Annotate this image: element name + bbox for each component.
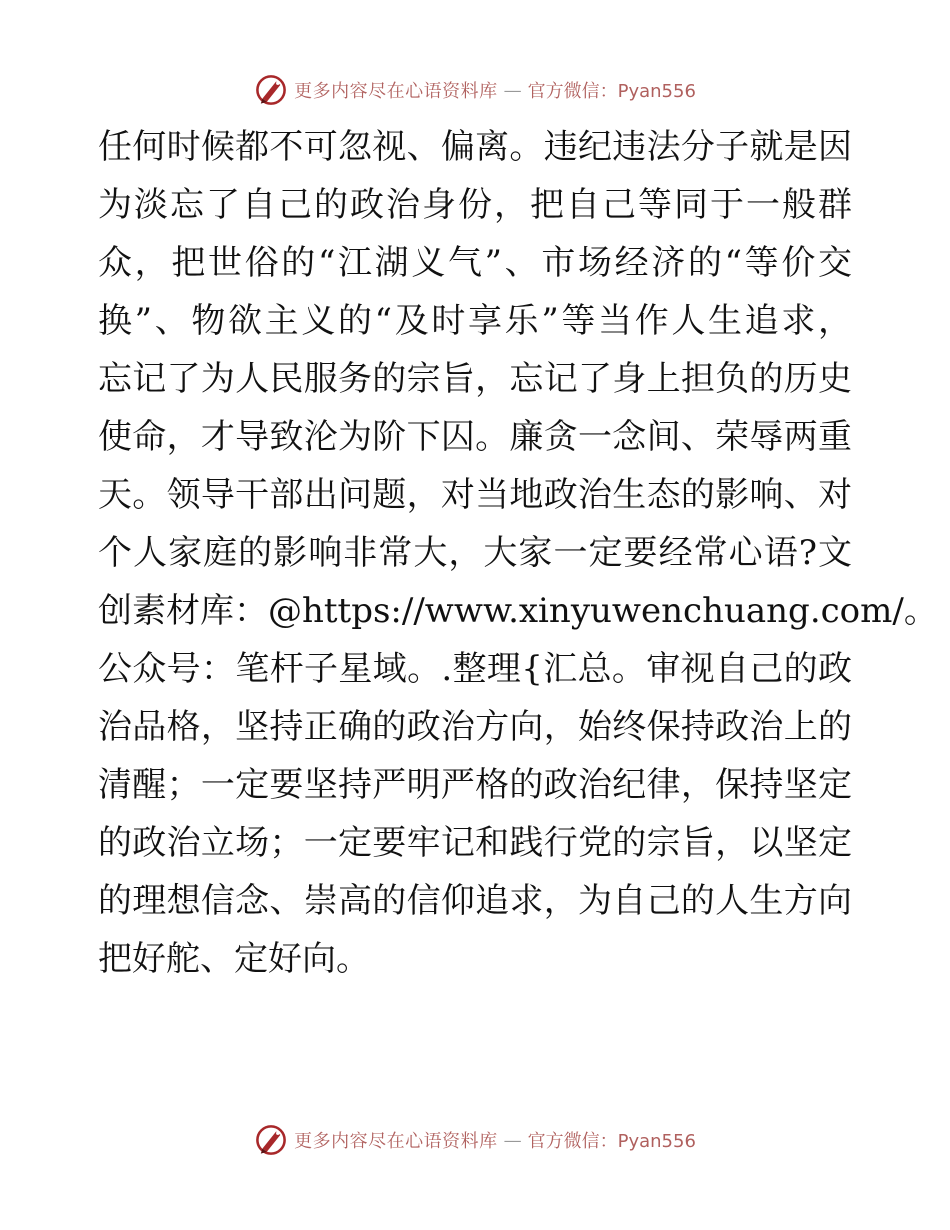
body-line: 的理想信念、崇高的信仰追求，为自己的人生方向 (98, 881, 852, 921)
header-banner-text: 更多内容尽在心语资料库 (294, 81, 498, 102)
body-line: 换”、物欲主义的“及时享乐”等当作人生追求， (98, 301, 852, 341)
body-line: 为淡忘了自己的政治身份，把自己等同于一般群 (98, 185, 852, 225)
footer-banner (0, 1122, 950, 1158)
body-line: 个人家庭的影响非常大，大家一定要经常心语?文 (98, 533, 852, 573)
body-line: 清醒；一定要坚持严明严格的政治纪律，保持坚定 (98, 765, 852, 805)
footer-banner-separator: — (503, 1129, 522, 1151)
body-line: 任何时候都不可忽视、偏离。违纪违法分子就是因 (98, 127, 852, 167)
pen-logo-icon (254, 1123, 288, 1157)
body-line: 公众号：笔杆子星域。.整理{汇总。审视自己的政 (98, 649, 852, 689)
pen-logo-icon (254, 73, 288, 107)
body-line: 天。领导干部出问题，对当地政治生态的影响、对 (98, 475, 852, 515)
body-line: 把好舵、定好向。 (98, 939, 370, 979)
body-line: 众，把世俗的“江湖义气”、市场经济的“等价交 (98, 243, 852, 283)
body-line: 忘记了为人民服务的宗旨，忘记了身上担负的历史 (98, 359, 852, 399)
body-line: 治品格，坚持正确的政治方向，始终保持政治上的 (98, 707, 852, 747)
document-body (98, 118, 938, 988)
body-line: 创素材库：@https://www.xinyuwenchuang.com/。 (98, 591, 938, 631)
header-banner (0, 72, 950, 108)
body-line: 的政治立场；一定要牢记和践行党的宗旨，以坚定 (98, 823, 852, 863)
header-banner-separator: — (503, 79, 522, 101)
header-wechat-text: 官方微信：Pyan556 (527, 81, 696, 102)
footer-wechat-text: 官方微信：Pyan556 (527, 1131, 696, 1152)
body-line: 使命，才导致沦为阶下囚。廉贪一念间、荣辱两重 (98, 417, 852, 457)
footer-banner-text: 更多内容尽在心语资料库 (294, 1131, 498, 1152)
